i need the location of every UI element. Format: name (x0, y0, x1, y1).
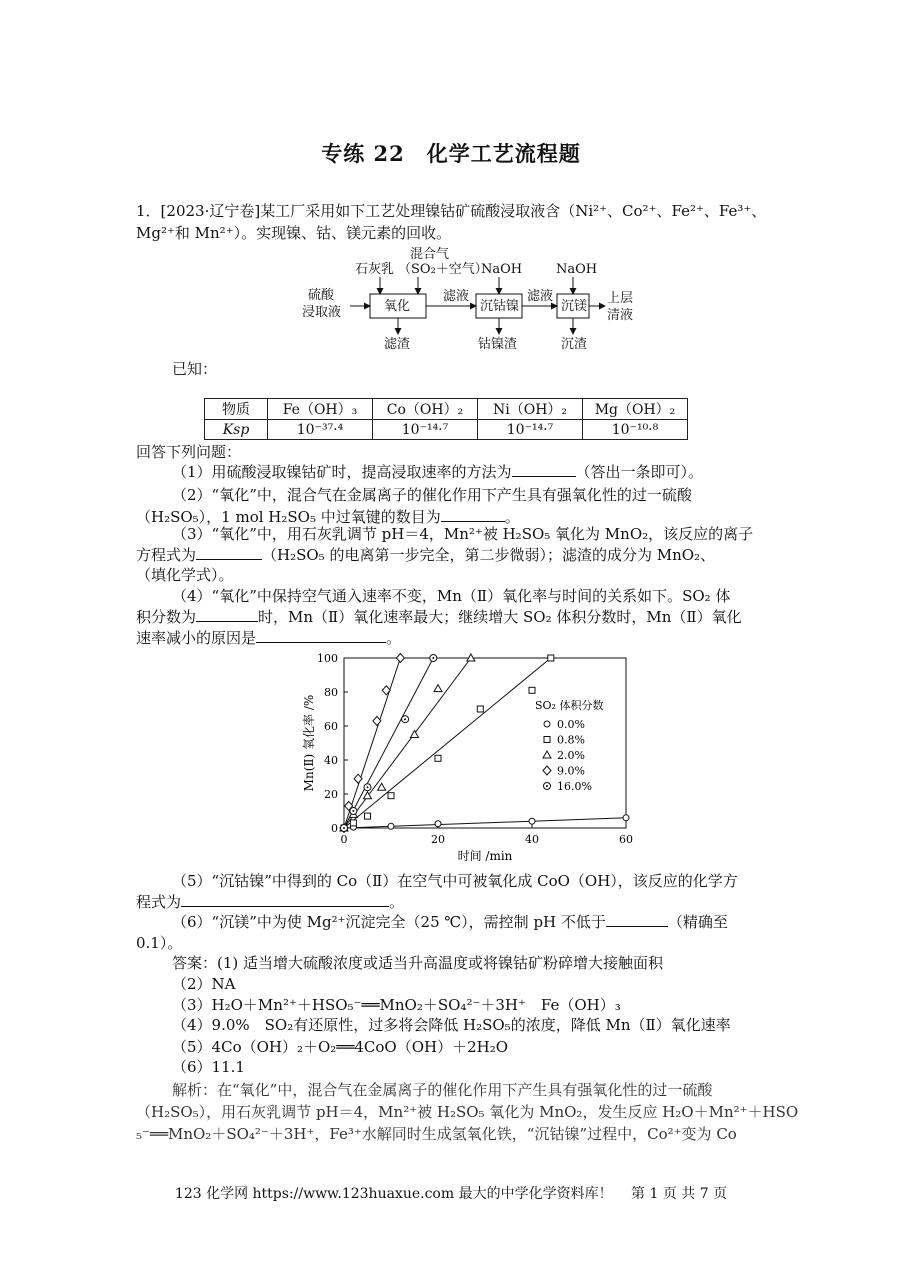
data-point (430, 655, 437, 662)
text: 积分数为 (136, 608, 197, 626)
x-tick-label: 60 (619, 833, 633, 846)
sub-question-4-cont (136, 627, 401, 649)
series-line (344, 658, 471, 828)
flow-lime-label: 石灰乳 (355, 262, 395, 277)
table-header: Co（OH）₂ (373, 399, 478, 420)
instruction: 回答下列问题： (136, 443, 242, 461)
question-stem-line: 1．[2023·辽宁卷]某工厂采用如下工艺处理镍钴矿硫酸浸取液含（Ni²⁺、Co²⁺、Fe²⁺、Fe³⁺、 (136, 202, 767, 220)
answer-line: （6）11.1 (172, 1058, 245, 1076)
text: （答出一条即可）。 (575, 463, 704, 481)
process-flow-diagram (300, 244, 650, 356)
answer-blank (196, 606, 258, 622)
answer-line: （4）9.0% SO₂有还原性，过多将会降低 H₂SO₅的浓度，降低 Mn（Ⅱ）氧化速率 (172, 1016, 731, 1034)
text: 方程式为 (136, 546, 197, 564)
sub-question-3-cont: （填化学式）。 (136, 566, 234, 584)
sub-question-6 (172, 911, 728, 933)
answer-line: 答案：(1) 适当增大硫酸浓度或适当升高温度或将镍钴矿粉碎增大接触面积 (172, 954, 664, 972)
answer-blank (441, 506, 505, 522)
legend-marker (543, 751, 551, 758)
data-point (396, 654, 404, 663)
data-point (388, 823, 394, 829)
x-tick-label: 0 (340, 833, 348, 846)
flow-output-label: 清液 (607, 308, 634, 323)
text: 。 (504, 508, 520, 526)
text: （H₂SO₅ 的电离第一步完全，第二步微弱）；滤渣的成分为 MnO₂、 (262, 546, 716, 564)
table-header: Fe（OH）₃ (268, 399, 373, 420)
flow-residue-label: 钴镍渣 (478, 337, 518, 352)
sub-question-2: （2）“氧化”中，混合气在金属离子的催化作用下产生具有强氧化性的过一硫酸 (172, 486, 692, 504)
analysis-line: （H₂SO₅），用石灰乳调节 pH＝4，Mn²⁺被 H₂SO₅ 氧化为 MnO₂，发生反应 H₂O＋Mn²⁺＋HSO (136, 1103, 799, 1121)
text: （1）用硫酸浸取镍钴矿时，提高浸取速率的方法为 (172, 463, 512, 481)
data-point (435, 821, 441, 827)
data-point (477, 706, 483, 712)
page-footer: 123 化学网 https://www.123huaxue.com 最大的中学化学资料库！ 第 1 页 共 7 页 (174, 1186, 728, 1202)
flow-box-label: 沉镁 (561, 299, 588, 314)
legend-marker (544, 783, 551, 790)
text: （6）“沉镁”中为使 Mg²⁺沉淀完全（25 ℃），需控制 pH 不低于 (172, 913, 606, 931)
flow-arrow-label: 滤液 (443, 289, 470, 304)
flow-box-label: 沉钴镍 (480, 299, 520, 314)
sub-question-5: （5）“沉钴镍”中得到的 Co（Ⅱ）在空气中可被氧化成 CoO（OH），该反应的化学方 (172, 872, 738, 890)
answer-line: （3）H₂O＋Mn²⁺＋HSO₅⁻══MnO₂＋SO₄²⁻＋3H⁺ Fe（OH）₃ (172, 996, 621, 1014)
data-point (378, 783, 386, 790)
oxidation-rate-chart (295, 648, 640, 868)
legend-label: 9.0% (557, 764, 585, 778)
y-tick-label: 60 (324, 720, 338, 733)
data-point (434, 685, 442, 692)
table-header: 物质 (205, 399, 268, 420)
flow-output-label: 上层 (607, 291, 634, 306)
data-point (373, 716, 381, 725)
series-line (344, 658, 551, 828)
y-tick-label: 0 (331, 822, 338, 835)
x-tick-label: 20 (431, 833, 445, 846)
data-point (529, 818, 535, 824)
answer-blank (181, 891, 389, 907)
series-line (344, 658, 433, 828)
data-point (350, 808, 357, 815)
known-label: 已知： (172, 360, 218, 378)
data-point (341, 825, 348, 832)
y-tick-label: 40 (324, 754, 338, 767)
page-title: 专练 22 化学工艺流程题 (321, 141, 581, 166)
text: 。 (386, 629, 402, 647)
flow-gas-label: 混合气 (410, 247, 450, 262)
data-point (402, 716, 409, 723)
legend-label: 0.0% (557, 718, 585, 731)
series-line (344, 658, 400, 828)
flow-naoh-label: NaOH (481, 262, 523, 277)
legend-marker (543, 766, 551, 775)
legend-title: SO₂ 体积分数 (535, 699, 604, 712)
table-cell: 10⁻¹⁰·⁸ (583, 420, 688, 440)
sub-question-5-cont (136, 891, 404, 913)
text: 速率减小的原因是 (136, 629, 257, 647)
table-cell: 10⁻¹⁴·⁷ (373, 420, 478, 440)
answer-blank (606, 911, 668, 927)
ksp-table (204, 398, 688, 440)
answer-blank (512, 461, 576, 477)
flow-input-label: 硫酸 (308, 288, 335, 303)
flow-residue-label: 滤渣 (384, 337, 411, 352)
analysis-line: 解析：在“氧化”中，混合气在金属离子的催化作用下产生具有强氧化性的过一硫酸 (172, 1081, 713, 1099)
y-tick-label: 20 (324, 788, 338, 801)
answer-blank (256, 627, 386, 643)
legend-label: 16.0% (557, 780, 592, 793)
text: （H₂SO₅），1 mol H₂SO₅ 中过氧键的数目为 (136, 508, 441, 526)
text: 时，Mn（Ⅱ）氧化速率最大；继续增大 SO₂ 体积分数时，Mn（Ⅱ）氧化 (258, 608, 742, 626)
text: （精确至 (667, 913, 728, 931)
sub-question-1 (172, 461, 703, 483)
sub-question-3-cont (136, 544, 715, 566)
table-header: Mg（OH）₂ (583, 399, 688, 420)
sub-question-4: （4）“氧化”中保持空气通入速率不变，Mn（Ⅱ）氧化率与时间的关系如下。SO₂ 体 (172, 587, 731, 605)
data-point (529, 687, 535, 693)
analysis-line: ₅⁻══MnO₂＋SO₄²⁻＋3H⁺，Fe³⁺水解同时生成氢氧化铁，“沉钴镍”过程中，Co²⁺变为 Co (136, 1125, 737, 1143)
question-stem-line: Mg²⁺和 Mn²⁺）。实现镍、钴、镁元素的回收。 (136, 224, 452, 242)
data-point (388, 793, 394, 799)
data-point (364, 784, 371, 791)
answer-line: （5）4Co（OH）₂＋O₂══4CoO（OH）＋2H₂O (172, 1038, 509, 1056)
answer-blank (196, 544, 262, 560)
y-tick-label: 100 (317, 652, 338, 665)
flow-box-label: 氧化 (384, 299, 411, 314)
table-cell: Ksp (205, 420, 268, 440)
x-tick-label: 40 (525, 833, 539, 846)
y-axis-label: Mn(Ⅱ) 氧化率 /% (302, 694, 316, 792)
flow-naoh-label: NaOH (556, 262, 598, 277)
data-point (365, 813, 371, 819)
text: 。 (389, 893, 405, 911)
flow-input-label: 浸取液 (302, 305, 342, 320)
answer-line: （2）NA (172, 975, 236, 993)
flow-gas-label: （SO₂＋空气） (398, 262, 488, 277)
sub-question-4-cont (136, 606, 742, 628)
table-header: Ni（OH）₂ (478, 399, 583, 420)
series-line (344, 818, 626, 828)
data-point (411, 731, 419, 738)
text: 程式为 (136, 893, 182, 911)
data-point (623, 815, 629, 821)
legend-marker (544, 737, 550, 743)
table-cell: 10⁻³⁷·⁴ (268, 420, 373, 440)
sub-question-3: （3）“氧化”中，用石灰乳调节 pH＝4，Mn²⁺被 H₂SO₅ 氧化为 MnO₂，该反应的离子 (172, 525, 754, 543)
flow-arrow-label: 滤液 (527, 289, 554, 304)
sub-question-6-cont: 0.1）。 (136, 934, 183, 952)
x-axis-label: 时间 /min (457, 849, 513, 863)
y-tick-label: 80 (324, 686, 338, 699)
data-point (548, 655, 554, 661)
data-point (435, 755, 441, 761)
legend-marker (544, 721, 550, 727)
data-point (350, 820, 356, 826)
legend-label: 2.0% (557, 749, 585, 762)
legend-label: 0.8% (557, 733, 585, 747)
table-cell: 10⁻¹⁴·⁷ (478, 420, 583, 440)
flow-residue-label: 沉渣 (561, 337, 588, 352)
